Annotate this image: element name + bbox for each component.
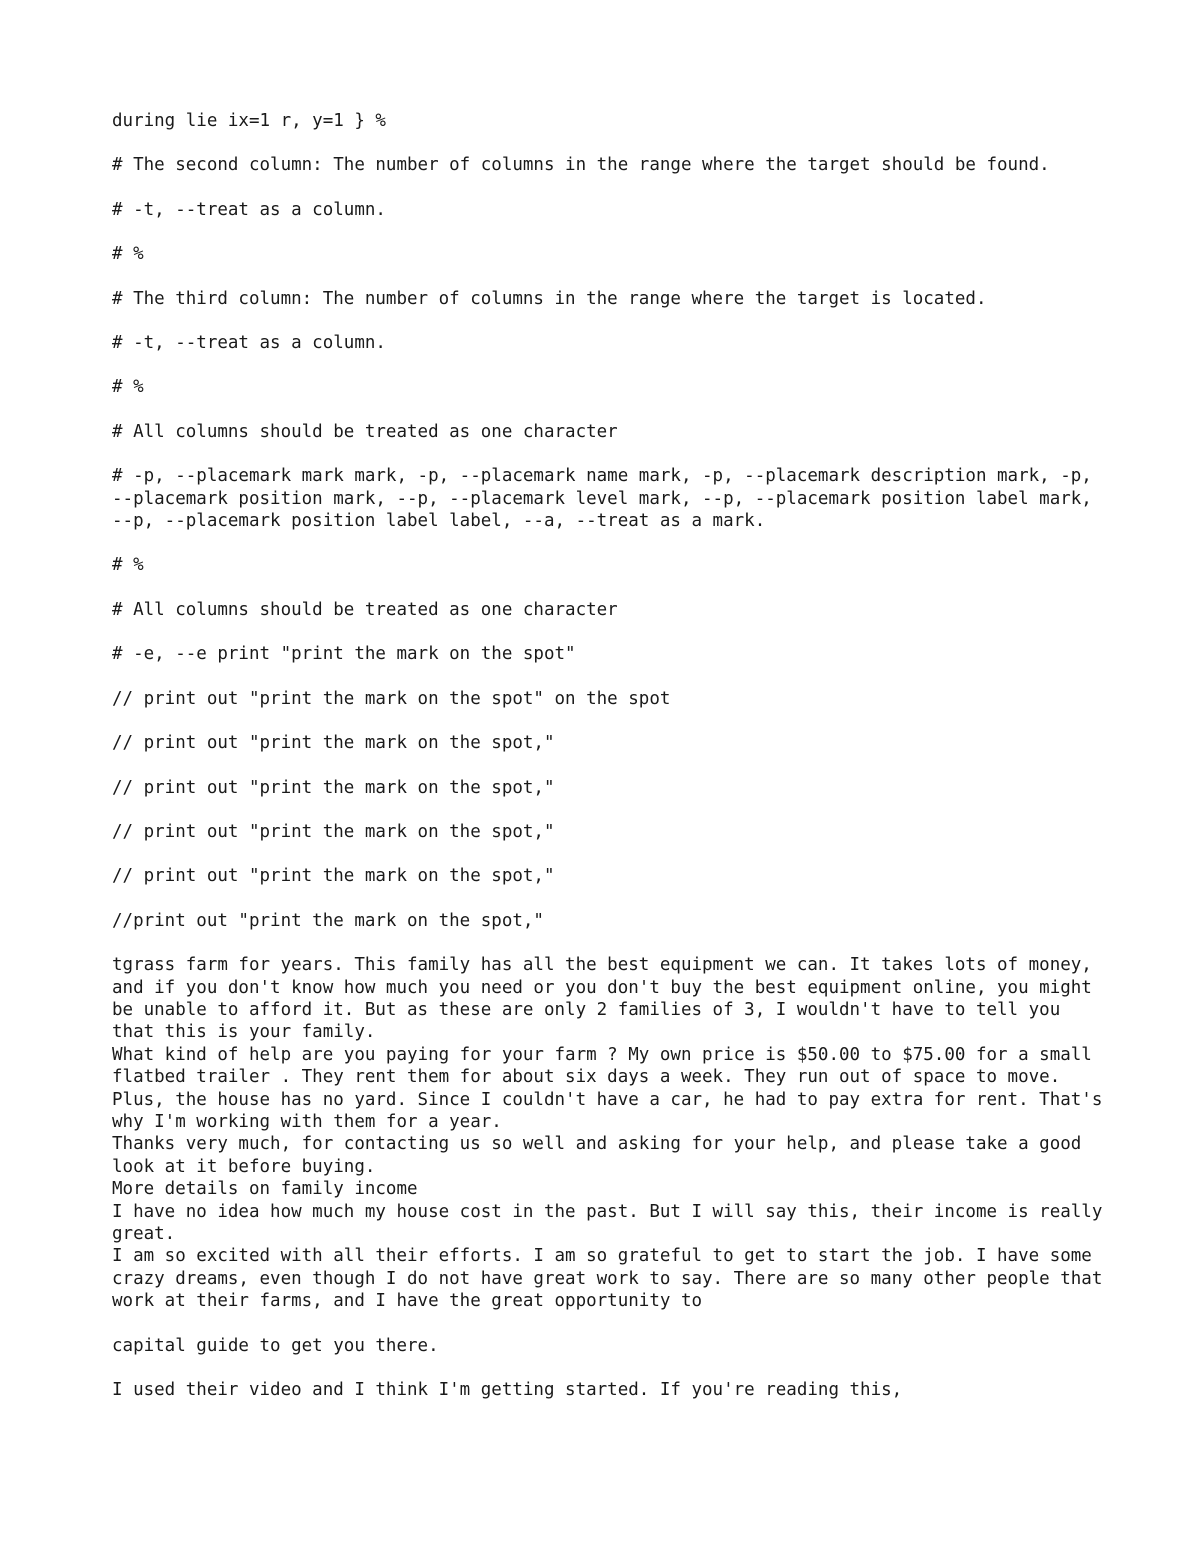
prose-block	[112, 954, 1112, 1313]
prose-line: I have no idea how much my house cost in the past. But I will say this, their income is really great.	[112, 1201, 1113, 1244]
prose-line: tgrass farm for years. This family has all the best equipment we can. It takes lots of money, and if you don't know how much you need or you don't buy the best equipment online, you might be unable to afford it. But as these are only 2 families of 3, I wouldn't have to tell you that this is your family.	[112, 955, 1103, 1043]
comment-paragraph: # All columns should be treated as one character	[112, 599, 618, 620]
prose-line: Thanks very much, for contacting us so well and asking for your help, and please take a good look at it before buying.	[112, 1134, 1092, 1177]
comment-paragraph: # -p, --placemark mark mark, -p, --placemark name mark, -p, --placemark description mark, -p, --placemark position mark, --p, --placemark level mark, --p, --placemark position label mark, --p, --placemark position label label, --a, --treat as a mark.	[112, 466, 1103, 532]
code-line: // print out "print the mark on the spot,"	[112, 733, 555, 754]
code-line: // print out "print the mark on the spot" on the spot	[112, 688, 671, 709]
code-line: // print out "print the mark on the spot,"	[112, 777, 555, 798]
comment-paragraph: # -t, --treat as a column.	[112, 199, 386, 220]
prose-line: More details on family income	[112, 1179, 418, 1200]
prose-line: What kind of help are you paying for your farm ? My own price is $50.00 to $75.00 for a small flatbed trailer . They rent them for about six days a week. They run out of space to move. Plus, the house has no yard. Since I couldn't have a car, he had to pay extra for rent. That's why I'm working with them for a year.	[112, 1044, 1113, 1132]
code-line: during lie ix=1 r, y=1 } %	[112, 111, 386, 131]
comment-paragraph: # All columns should be treated as one character	[112, 421, 618, 442]
comment-paragraph: # %	[112, 244, 144, 265]
prose-line: I am so excited with all their efforts. I am so grateful to get to start the job. I have some crazy dreams, even though I do not have great work to say. There are so many other people that work at their farms, and I have the great opportunity to	[112, 1246, 1113, 1312]
comment-paragraph: # %	[112, 555, 144, 576]
code-line: //print out "print the mark on the spot,"	[112, 910, 544, 931]
document-page	[112, 110, 1112, 1423]
comment-paragraph: # -e, --e print "print the mark on the spot"	[112, 644, 576, 665]
code-line: // print out "print the mark on the spot,"	[112, 866, 555, 887]
code-line: // print out "print the mark on the spot,"	[112, 821, 555, 842]
comment-paragraph: # The second column: The number of columns in the range where the target should be found.	[112, 155, 1050, 176]
comment-paragraph: # The third column: The number of columns in the range where the target is located.	[112, 288, 987, 309]
comment-paragraph: # %	[112, 377, 144, 398]
comment-paragraph: # -t, --treat as a column.	[112, 333, 386, 354]
closing-paragraph: I used their video and I think I'm getting started. If you're reading this,	[112, 1380, 903, 1401]
closing-paragraph: capital guide to get you there.	[112, 1335, 439, 1356]
